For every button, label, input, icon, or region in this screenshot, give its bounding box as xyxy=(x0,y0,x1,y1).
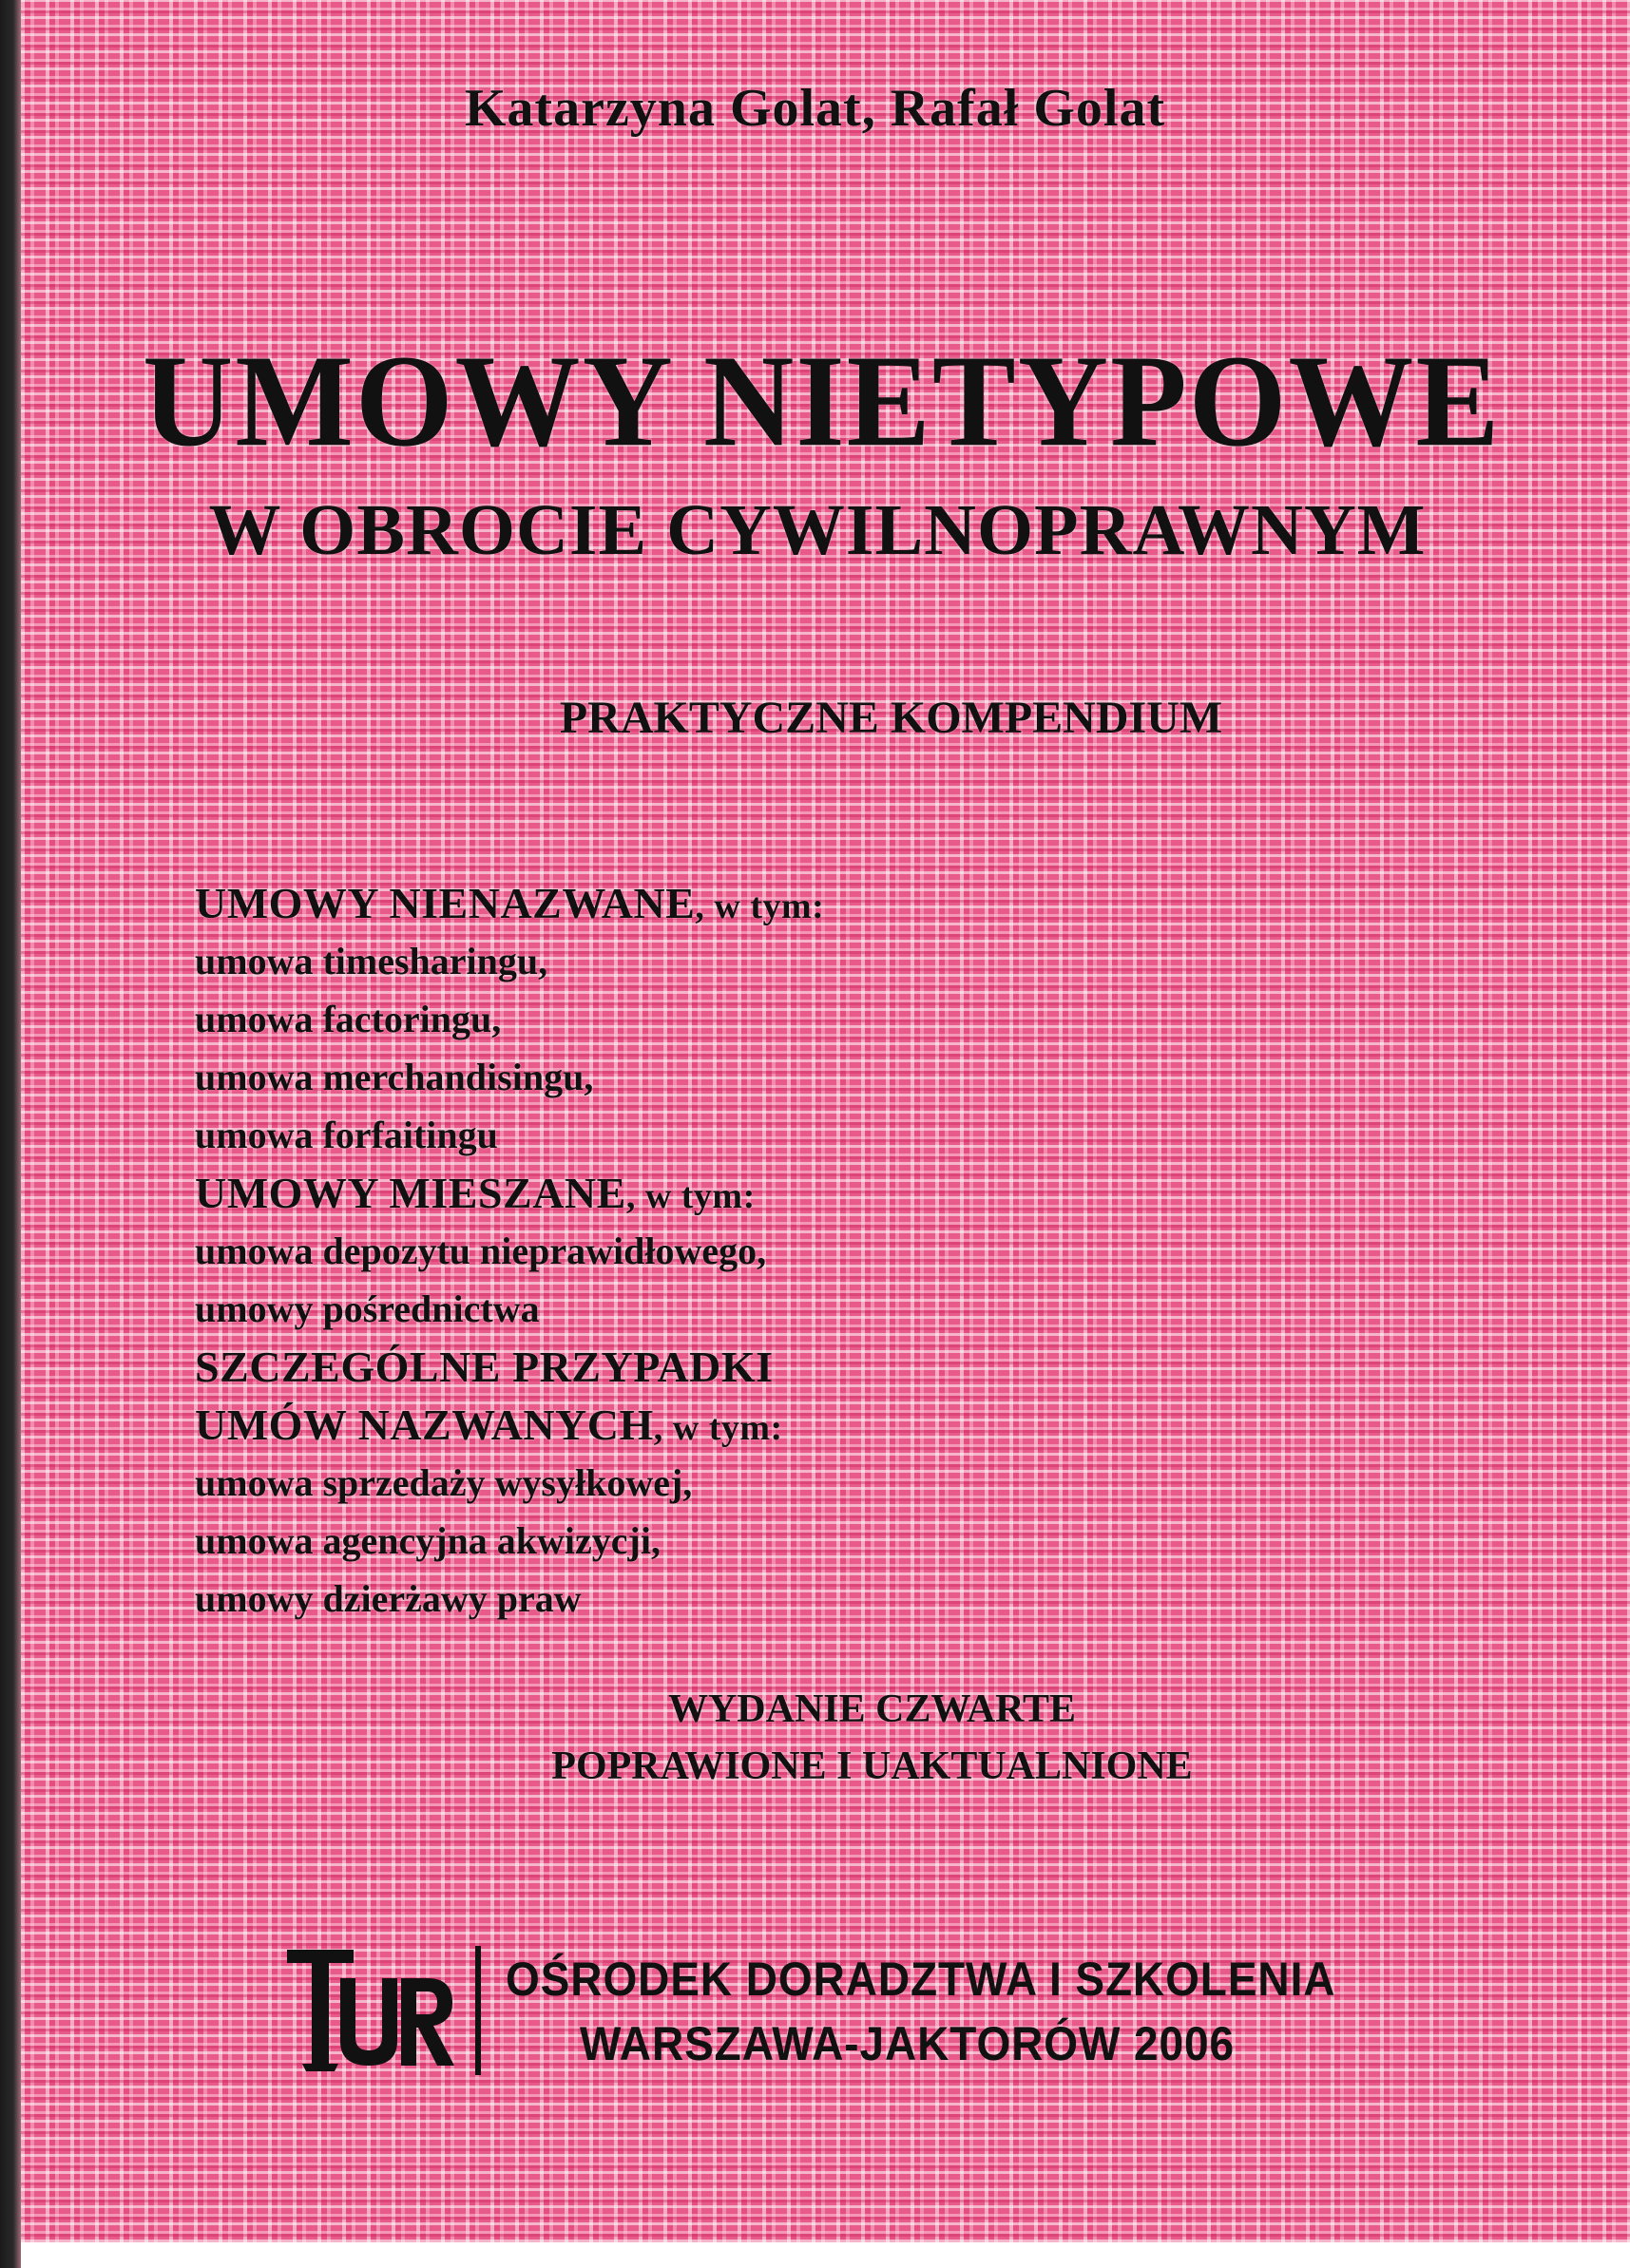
contents-heading xyxy=(195,1396,1240,1454)
publisher-block xyxy=(285,1938,1336,2081)
book-title: UMOWY NIETYPOWE xyxy=(143,327,1502,474)
contents-item: umowa forfaitingu xyxy=(195,1114,498,1156)
contents-heading-text: UMÓW NAZWANYCH xyxy=(195,1401,654,1449)
contents-item: umowy dzierżawy praw xyxy=(195,1577,582,1620)
publisher-place-year: WARSZAWA-JAKTORÓW 2006 xyxy=(580,2017,1236,2070)
book-subtitle: W OBROCIE CYWILNOPRAWNYM xyxy=(208,490,1427,570)
edition-line: WYDANIE CZWARTE xyxy=(667,1687,1077,1731)
contents-item: umowa timesharingu, xyxy=(195,940,548,982)
contents-heading xyxy=(195,874,1240,932)
authors: Katarzyna Golat, Rafał Golat xyxy=(464,79,1166,138)
contents-heading-suffix: , w tym: xyxy=(695,886,825,926)
contents-heading-text: SZCZEGÓLNE PRZYPADKI xyxy=(195,1343,774,1391)
contents-item: umowa factoringu, xyxy=(195,998,502,1040)
scan-edge xyxy=(0,0,21,2268)
contents-heading xyxy=(195,1338,1240,1396)
tur-logo-icon xyxy=(285,1938,456,2081)
contents-item: umowa merchandisingu, xyxy=(195,1056,594,1098)
contents-heading-suffix: , w tym: xyxy=(653,1408,783,1448)
contents-heading xyxy=(195,1164,1240,1222)
contents-item: umowy pośrednictwa xyxy=(195,1287,540,1330)
publisher-divider xyxy=(475,1946,481,2075)
contents-item: umowa sprzedaży wysyłkowej, xyxy=(195,1461,693,1504)
contents-list xyxy=(195,874,1240,1628)
contents-heading-text: UMOWY NIENAZWANE xyxy=(195,879,696,927)
compendium-label: PRAKTYCZNE KOMPENDIUM xyxy=(559,693,1223,743)
contents-item: umowa depozytu nieprawidłowego, xyxy=(195,1229,767,1272)
edition-note: POPRAWIONE I UAKTUALNIONE xyxy=(551,1744,1193,1788)
contents-heading-text: UMOWY MIESZANE xyxy=(195,1169,626,1217)
contents-heading-suffix: , w tym: xyxy=(625,1176,756,1216)
contents-item: umowa agencyjna akwizycji, xyxy=(195,1519,661,1562)
publisher-name: OŚRODEK DORADZTWA I SZKOLENIA xyxy=(506,1953,1336,2006)
